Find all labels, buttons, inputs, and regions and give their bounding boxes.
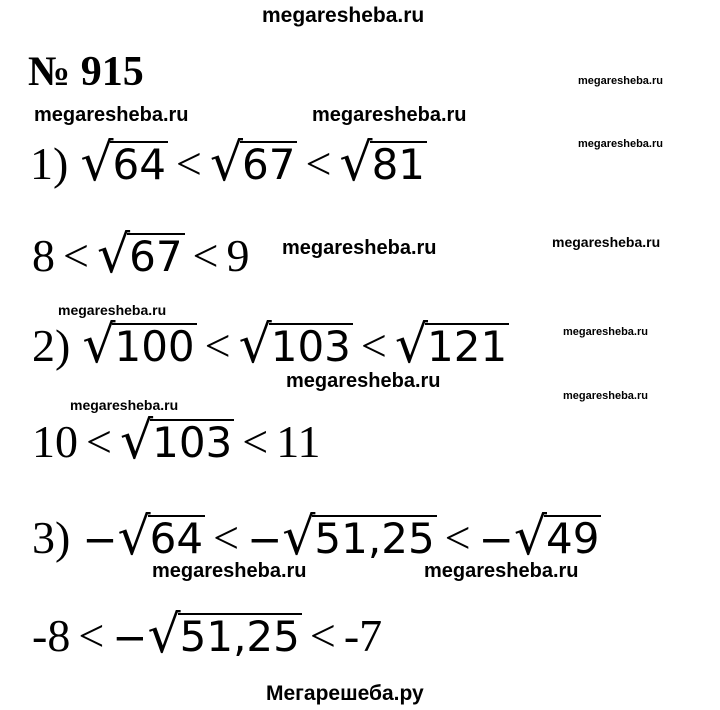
watermark: megaresheba.ru <box>58 302 167 318</box>
watermark: megaresheba.ru <box>552 234 661 250</box>
equation-line-5: 3) − √ 64 < − √ 51,25 < − √ 49 <box>32 507 600 567</box>
equation-line-4: 10 < √ 103 < 11 <box>32 411 321 471</box>
sqrt: √ 81 <box>339 133 426 193</box>
watermark: megaresheba.ru <box>286 370 441 392</box>
sqrt: √ 103 <box>238 315 351 375</box>
watermark-bottom: Мегарешеба.ру <box>266 682 424 705</box>
sqrt: √ 49 <box>513 507 600 567</box>
watermark: megaresheba.ru <box>312 104 467 126</box>
sqrt: √ 100 <box>82 315 195 375</box>
item-label: 1) <box>30 137 69 189</box>
sqrt: √ 64 <box>117 507 204 567</box>
equation-line-1: 1) √ 64 < √ 67 < √ 81 <box>30 133 426 193</box>
watermark: megaresheba.ru <box>578 75 663 87</box>
watermark: megaresheba.ru <box>578 138 663 150</box>
watermark: megaresheba.ru <box>34 104 189 126</box>
sqrt: √ 103 <box>119 411 233 471</box>
sqrt: √ 51,25 <box>282 507 435 567</box>
sqrt: √ 67 <box>96 225 183 285</box>
sqrt: √ 64 <box>80 133 166 193</box>
task-number: № 915 <box>28 49 144 95</box>
sqrt: √ 121 <box>394 315 508 375</box>
watermark: megaresheba.ru <box>70 397 179 413</box>
watermark: megaresheba.ru <box>563 390 648 402</box>
equation-line-6: -8 < − √ 51,25 < -7 <box>32 605 383 665</box>
item-label: 2) <box>32 319 71 371</box>
watermark: megaresheba.ru <box>152 560 307 582</box>
item-label: 3) <box>32 511 71 563</box>
watermark: megaresheba.ru <box>282 237 437 259</box>
sqrt: √ 51,25 <box>147 605 300 665</box>
watermark: megaresheba.ru <box>563 326 648 338</box>
sqrt: √ 67 <box>209 133 296 193</box>
equation-line-3: 2) √ 100 < √ 103 < √ 121 <box>32 315 508 375</box>
watermark-top: megaresheba.ru <box>262 4 425 27</box>
equation-line-2: 8 < √ 67 < 9 <box>32 225 250 285</box>
watermark: megaresheba.ru <box>424 560 579 582</box>
